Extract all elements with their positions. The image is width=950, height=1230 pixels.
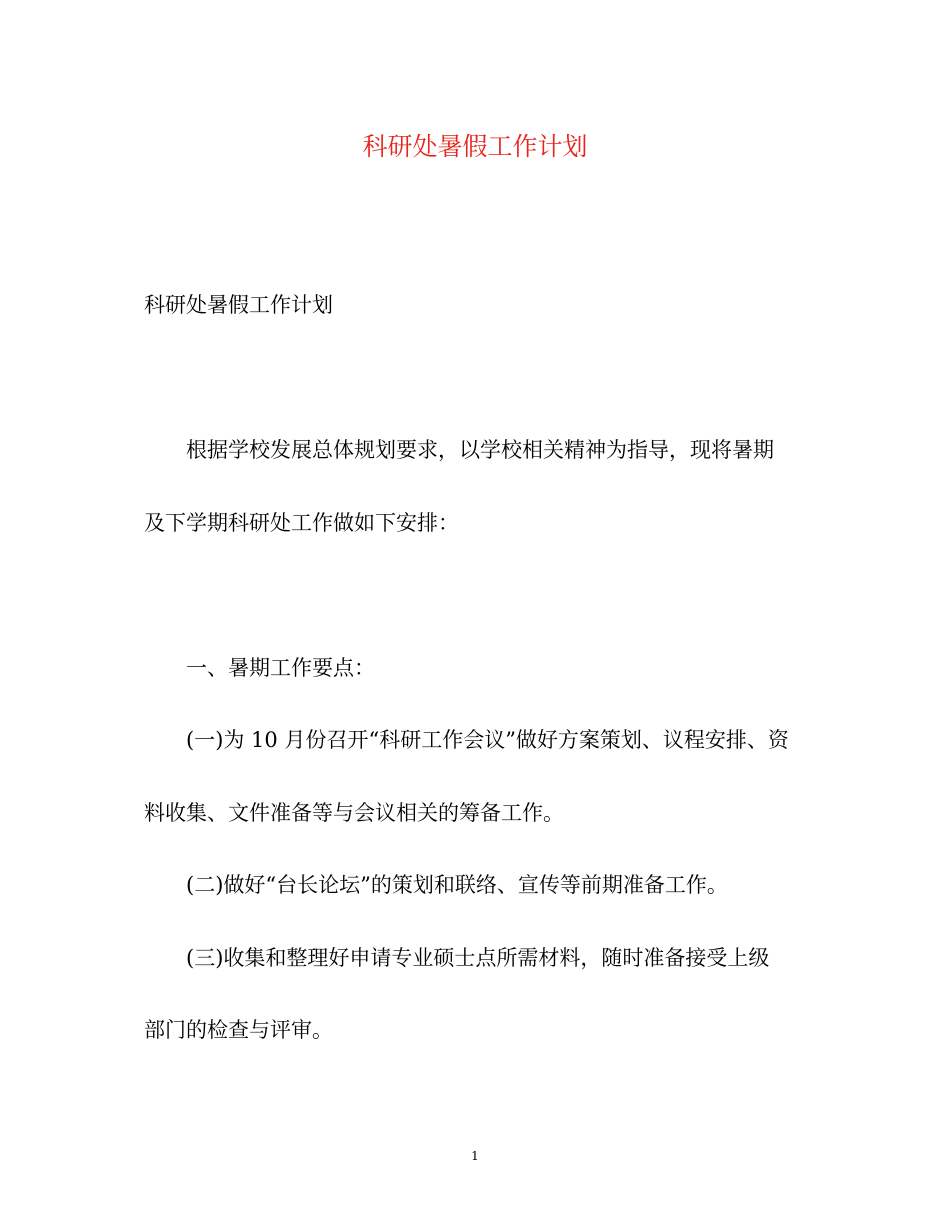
intro-line-1: 根据学校发展总体规划要求，以学校相关精神为指导，现将暑期 <box>186 438 774 462</box>
item-2-line-1: (二)做好“台长论坛”的策划和联络、宣传等前期准备工作。 <box>186 873 728 897</box>
item-3-line-2: 部门的检查与评审。 <box>144 1018 333 1042</box>
page-title: 科研处暑假工作计划 <box>362 132 588 161</box>
page-number: 1 <box>471 1149 479 1163</box>
item-3-line-1: (三)收集和整理好申请专业硕士点所需材料，随时准备接受上级 <box>186 946 770 970</box>
document-subtitle: 科研处暑假工作计划 <box>144 293 333 317</box>
item-1-line-1: (一)为 10 月份召开“科研工作会议”做好方案策划、议程安排、资 <box>186 728 789 752</box>
section-heading: 一、暑期工作要点： <box>186 656 375 680</box>
item-1-line-2: 料收集、文件准备等与会议相关的筹备工作。 <box>144 801 564 825</box>
intro-line-2: 及下学期科研处工作做如下安排： <box>144 511 459 535</box>
